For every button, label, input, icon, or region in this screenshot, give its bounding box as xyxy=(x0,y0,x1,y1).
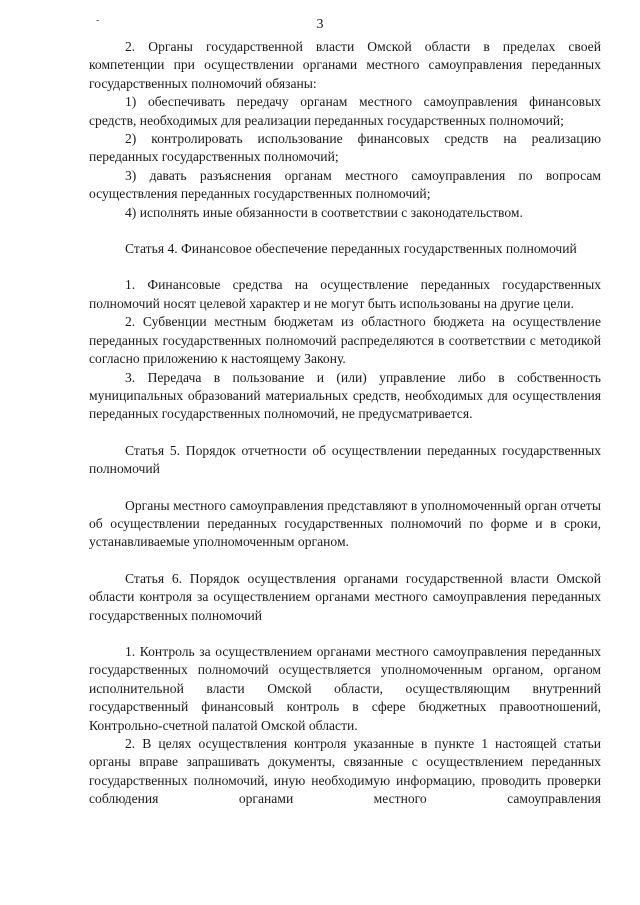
article-5-paragraph: Органы местного самоуправления представляют в уполномоченный орган отчеты об осуществлении переданных государственных полномочий по форме и в сроки, устанавливаемые уполномоченным органом. xyxy=(89,497,601,550)
article-5-heading: Статья 5. Порядок отчетности об осуществлении переданных государственных полномочий xyxy=(89,442,601,477)
article-6-paragraph-2: 2. В целях осуществления контроля указанные в пункте 1 настоящей статьи органы вправе запрашивать документы, связанные с осуществлением переданных государственных полномочий, иную необходимую информацию, проводить проверки соблюдения органами местного самоуправления xyxy=(89,736,601,807)
page-number: 3 xyxy=(316,17,324,32)
article-4-paragraph-3: 3. Передача в пользование и (или) управление либо в собственность муниципальных образований материальных средств, необходимых для осуществления переданных государственных полномочий, не предусматривается. xyxy=(89,369,601,422)
article-4-heading: Статья 4. Финансовое обеспечение переданных государственных полномочий xyxy=(125,241,577,257)
list-item-3: 3) давать разъяснения органам местного самоуправления по вопросам осуществления переданных государственных полномочий; xyxy=(89,167,601,202)
paragraph-2-obligations: 2. Органы государственной власти Омской области в пределах своей компетенции при осуществлении органами местного самоуправления переданных государственных полномочий обязаны: xyxy=(89,39,601,91)
article-6-heading: Статья 6. Порядок осуществления органами государственной власти Омской области контроля за осуществлением органами местного самоуправления переданных государственных полномочий xyxy=(89,570,601,623)
article-4-paragraph-2: 2. Субвенции местным бюджетам из областного бюджета на осуществление переданных государственных полномочий распределяются в соответствии с методикой согласно приложению к настоящему Закону. xyxy=(89,314,601,367)
article-4-paragraph-1: 1. Финансовые средства на осуществление переданных государственных полномочий носят целевой характер и не могут быть использованы на другие цели. xyxy=(89,277,601,311)
list-item-1: 1) обеспечивать передачу органам местного самоуправления финансовых средств, необходимых для реализации переданных государственных полномочий; xyxy=(89,94,601,128)
article-6-paragraph-1: 1. Контроль за осуществлением органами местного самоуправления переданных государственных полномочий осуществляется уполномоченным органом, органом исполнительной власти Омской области, осуществляющим внутренний государственный финансовый контроль в сфере бюджетных правоотношений, Контрольно-счетной палатой Омской области. xyxy=(89,643,601,733)
document-body xyxy=(89,38,601,809)
list-item-4: 4) исполнять иные обязанности в соответствии с законодательством. xyxy=(125,204,523,220)
corner-mark: - xyxy=(96,15,100,26)
list-item-2: 2) контролировать использование финансовых средств на реализацию переданных государственных полномочий; xyxy=(89,131,601,165)
